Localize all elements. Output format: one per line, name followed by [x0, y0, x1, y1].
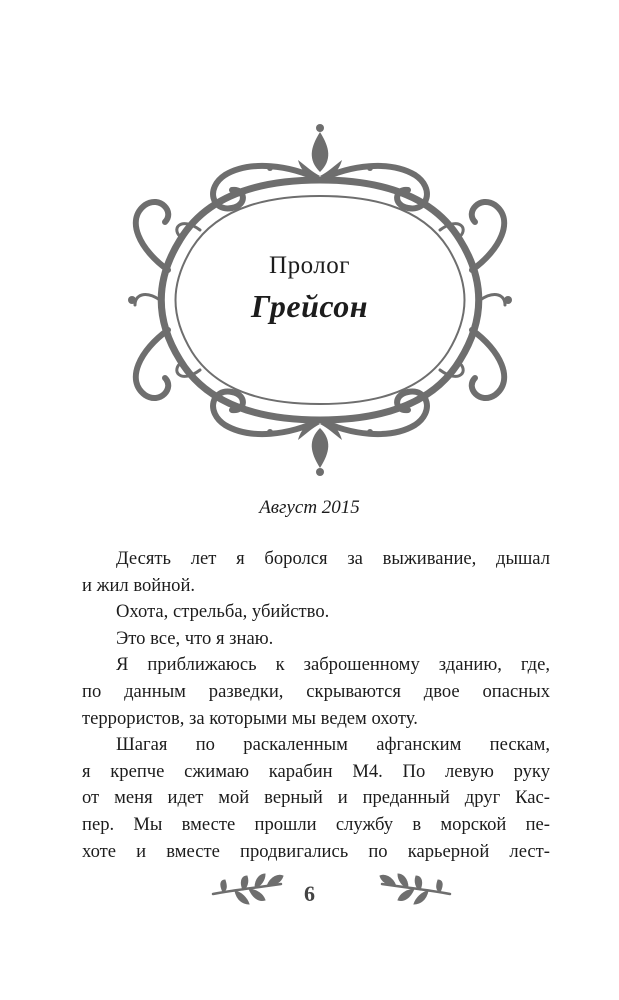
chapter-label: Пролог: [269, 252, 350, 279]
chapter-title: Грейсон: [250, 288, 369, 324]
text-line: Десять лет я боролся за выживание, дышал: [116, 548, 550, 569]
text-line: террористов, за которыми мы ведем охоту.: [82, 707, 418, 729]
chapter-date: Август 2015: [259, 497, 360, 518]
text-line: хоте и вместе продвигались по карьерной лест-: [82, 840, 550, 862]
text-line: Я приближаюсь к заброшенному зданию, где,: [116, 654, 550, 676]
text-line: Охота, стрельба, убийство.: [116, 601, 330, 623]
text-line: от меня идет мой верный и преданный друг Кас-: [82, 787, 550, 809]
body-text: [82, 546, 550, 865]
text-line: пер. Мы вместе прошли службу в морской пе-: [82, 813, 550, 835]
text-line: Это все, что я знаю.: [116, 627, 274, 649]
text-line: Шагая по раскаленным афганским пескам,: [116, 734, 550, 756]
text-line: по данным разведки, скрываются двое опасных: [82, 680, 550, 702]
page-number: 6: [304, 881, 315, 906]
leaf-sprig-icon: [378, 872, 454, 912]
text-line: я крепче сжимаю карабин М4. По левую руку: [82, 760, 550, 782]
text-line: и жил войной.: [82, 574, 196, 596]
